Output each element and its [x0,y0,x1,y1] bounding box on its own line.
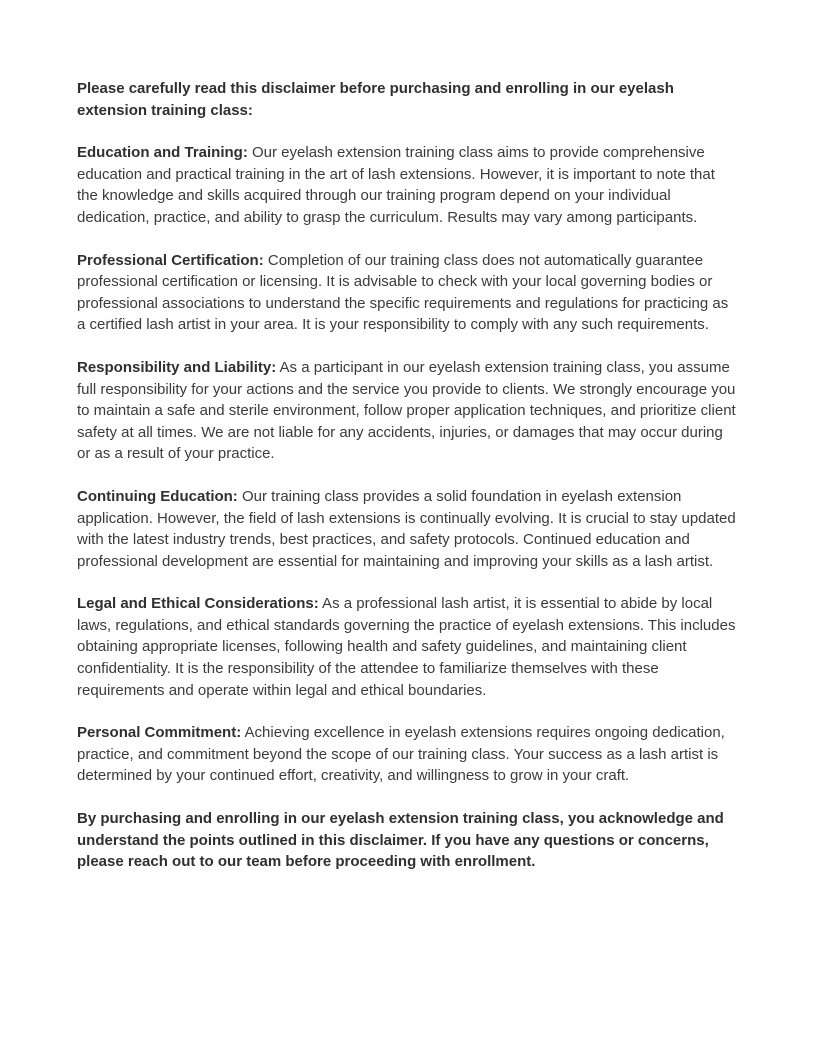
section-heading: Professional Certification: [77,251,264,269]
section-heading: Continuing Education: [77,487,238,505]
section-body: Achieving excellence in eyelash extensions requires ongoing dedication, practice, and commitment beyond the scope of our training class. Your success as a lash artist is determined by your continued effort, creativity, and willingness to grow in your craft. [77,724,725,785]
section-body: Our training class provides a solid foundation in eyelash extension application. However, the field of lash extensions is continually evolving. It is crucial to stay updated with the latest industry trends, best practices, and safety protocols. Continued education and professional development are essential for maintaining and improving your skills as a lash artist. [77,487,736,570]
section-heading: Education and Training: [77,144,248,162]
section-body: Our eyelash extension training class aims to provide comprehensive education and practical training in the art of lash extensions. However, it is important to note that the knowledge and skills acquired through our training program depend on your individual dedication, practice, and ability to grasp the curriculum. Results may vary among participants. [77,144,715,226]
section-responsibility-and-liability [77,357,737,465]
section-heading: Legal and Ethical Considerations: [77,595,319,613]
section-body: As a professional lash artist, it is essential to abide by local laws, regulations, and ethical standards governing the practice of eyelash extensions. This includes obtaining appropriate licenses, following health and safety guidelines, and maintaining client confidentiality. It is the responsibility of the attendee to familiarize themselves with these requirements and operate within legal and ethical boundaries. [77,595,736,699]
section-body: As a participant in our eyelash extension training class, you assume full responsibility for your actions and the service you provide to clients. We strongly encourage you to maintain a safe and sterile environment, follow proper application techniques, and prioritize client safety at all times. We are not liable for any accidents, injuries, or damages that may occur during or as a result of your practice. [77,358,736,463]
disclaimer-intro: Please carefully read this disclaimer before purchasing and enrolling in our eyelash extension training class: [77,80,674,119]
section-heading: Responsibility and Liability: [77,358,277,376]
section-body: Completion of our training class does not automatically guarantee professional certification or licensing. It is advisable to check with your local governing bodies or professional associations to understand the specific requirements and regulations for practicing as a certified lash artist in your area. It is your responsibility to comply with any such requirements. [77,251,729,334]
disclaimer-outro: By purchasing and enrolling in our eyelash extension training class, you acknowledge and understand the points outlined in this disclaimer. If you have any questions or concerns, please reach out to our team before proceeding with enrollment. [77,810,724,871]
section-continuing-education [77,486,737,572]
section-personal-commitment [77,722,737,787]
section-education-and-training [77,142,737,228]
section-legal-and-ethical-considerations [77,593,737,701]
section-heading: Personal Commitment: [77,724,242,742]
section-professional-certification [77,250,737,336]
